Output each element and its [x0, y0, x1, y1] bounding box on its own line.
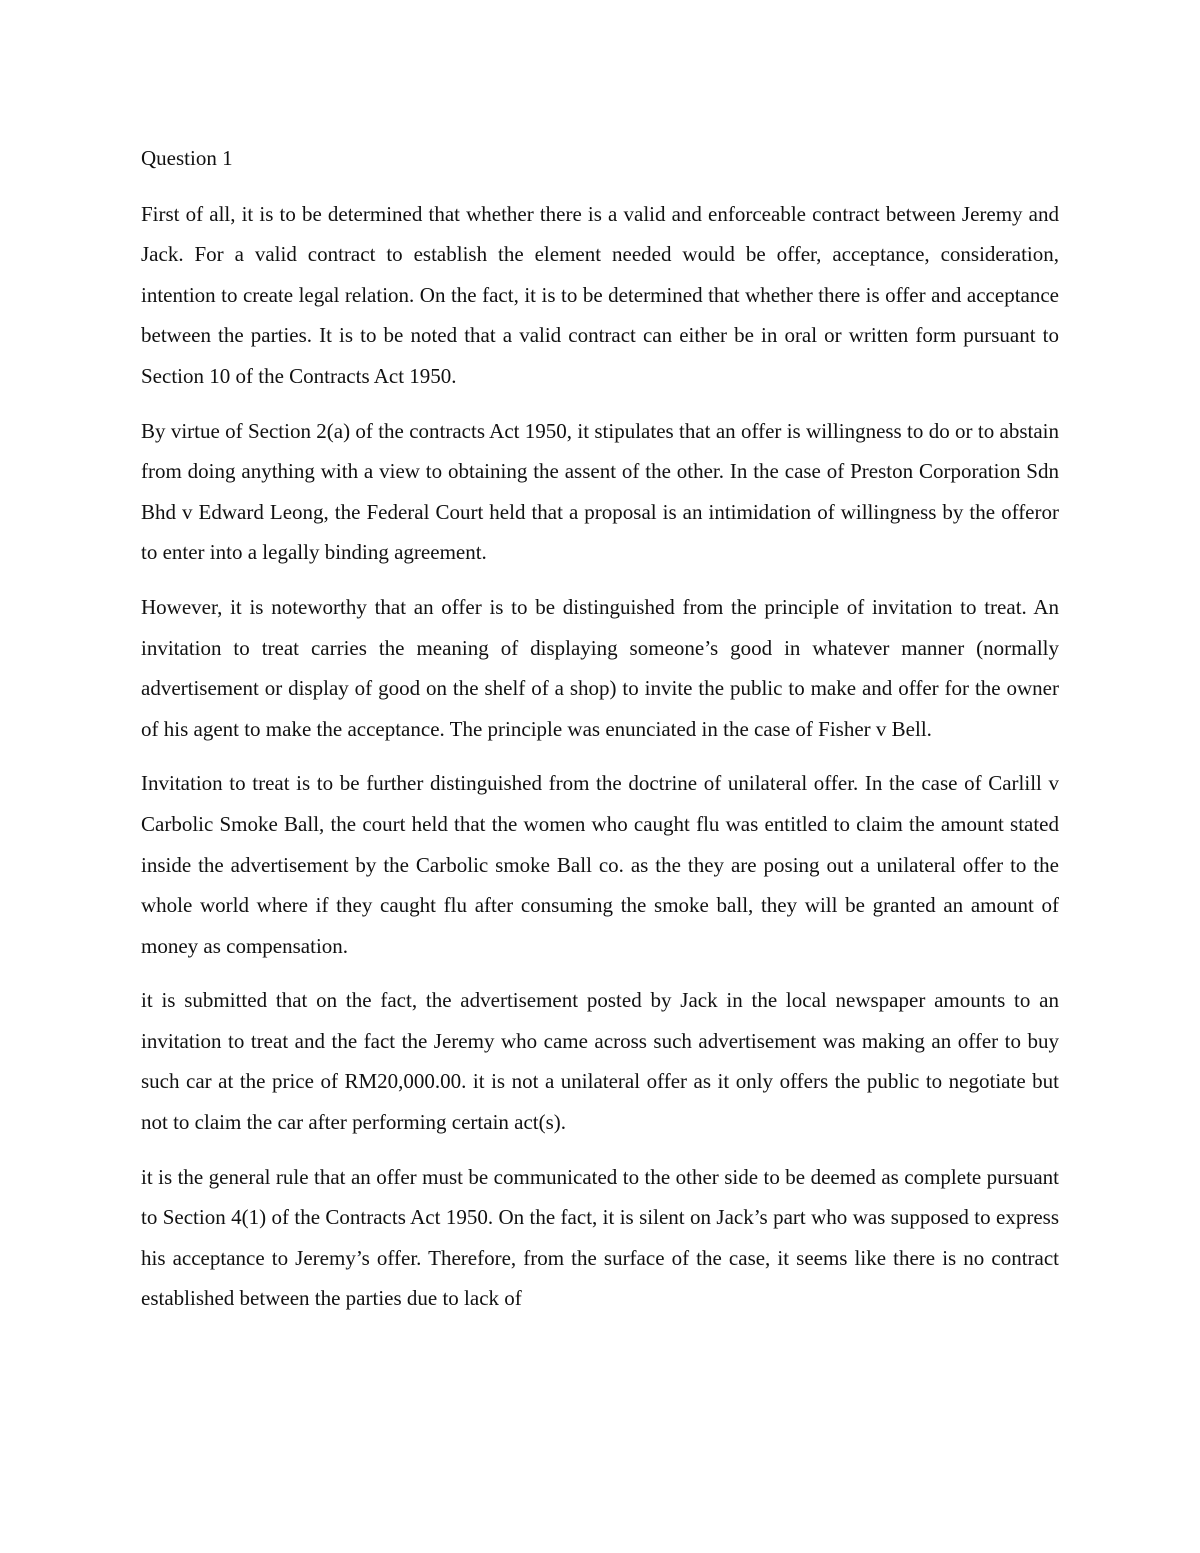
paragraph-application: it is submitted that on the fact, the advertisement posted by Jack in the local newspaper amounts to an invitation to treat and the fact the Jeremy who came across such advertisement was making an offer to buy such car at the price of RM20,000.00. it is not a unilateral offer as it only offers the public to negotiate but not to claim the car after performing certain act(s). — [141, 988, 1059, 1135]
paragraph-invitation-to-treat: However, it is noteworthy that an offer is to be distinguished from the principle of invitation to treat. An invitation to treat carries the meaning of displaying someone’s good in whatever manner (normally advertisement or display of good on the shelf of a shop) to invite the public to make and offer for the owner of his agent to make the acceptance. The principle was enunciated in the case of Fisher v Bell. — [141, 594, 1059, 741]
paragraph-communication-of-offer: it is the general rule that an offer must be communicated to the other side to be deemed as complete pursuant to Section 4(1) of the Contracts Act 1950. On the fact, it is silent on Jack’s part who was supposed to express his acceptance to Jeremy’s offer. Therefore, from the surface of the case, it seems like there is no contract established between the parties due to lack of — [141, 1164, 1059, 1311]
paragraph-unilateral-offer: Invitation to treat is to be further distinguished from the doctrine of unilateral offer. In the case of Carlill v Carbolic Smoke Ball, the court held that the women who caught flu was entitled to claim the amount stated inside the advertisement by the Carbolic smoke Ball co. as the they are posing out a unilateral offer to the whole world where if they caught flu after consuming the smoke ball, they will be granted an amount of money as compensation. — [141, 771, 1059, 958]
question-heading: Question 1 — [141, 146, 233, 170]
paragraph-offer-definition: By virtue of Section 2(a) of the contracts Act 1950, it stipulates that an offer is willingness to do or to abstain from doing anything with a view to obtaining the assent of the other. In the case of Preston Corporation Sdn Bhd v Edward Leong, the Federal Court held that a proposal is an intimidation of willingness by the offeror to enter into a legally binding agreement. — [141, 418, 1059, 565]
document-body — [141, 138, 1059, 1319]
paragraph-contract-validity: First of all, it is to be determined that whether there is a valid and enforceable contract between Jeremy and Jack. For a valid contract to establish the element needed would be offer, acceptance, consideration, intention to create legal relation. On the fact, it is to be determined that whether there is offer and acceptance between the parties. It is to be noted that a valid contract can either be in oral or written form pursuant to Section 10 of the Contracts Act 1950. — [141, 201, 1059, 388]
